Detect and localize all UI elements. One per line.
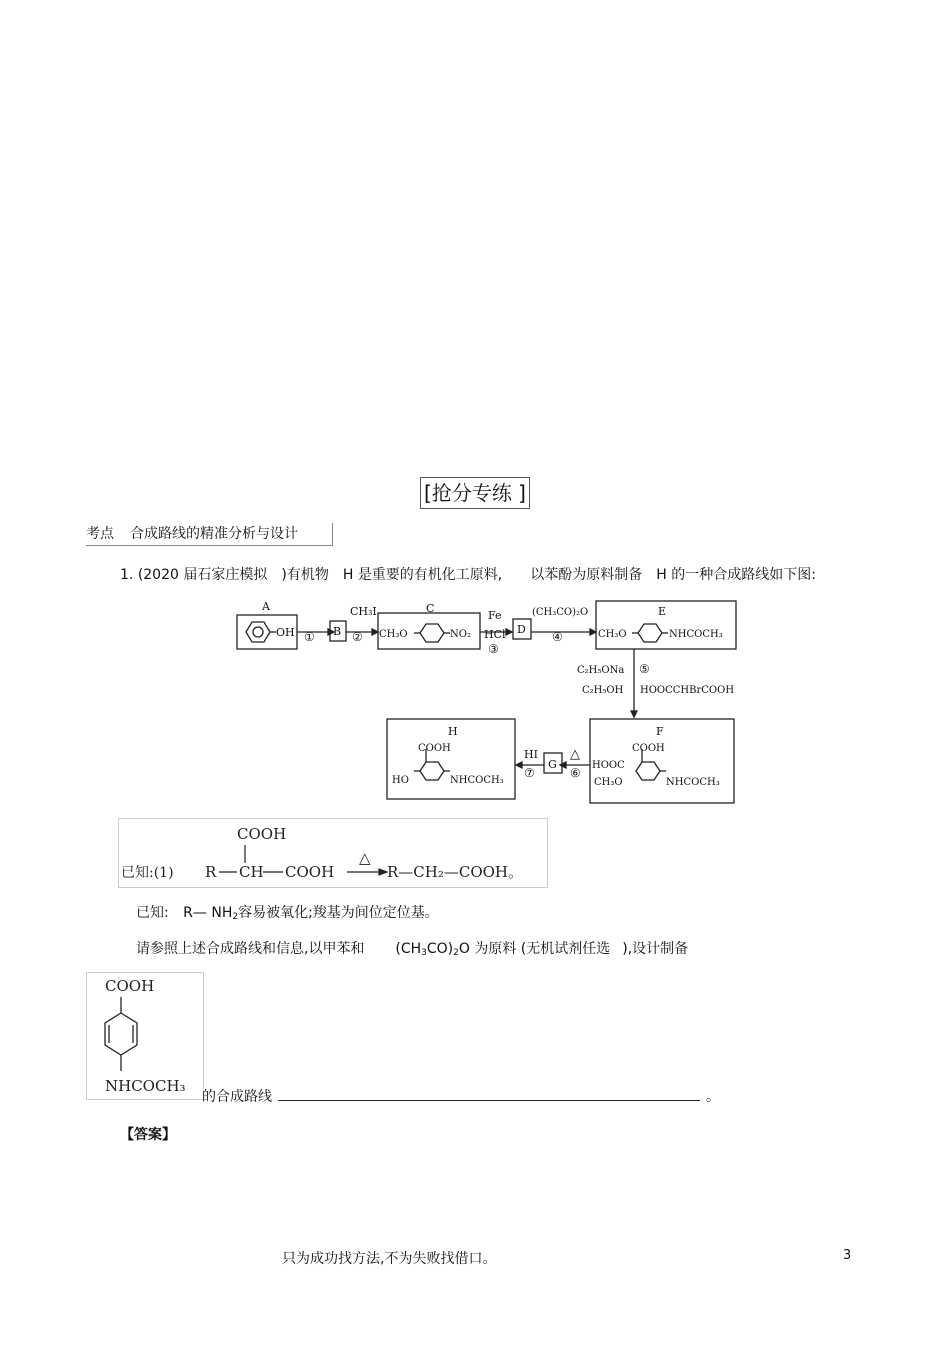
ring-circle	[253, 627, 263, 637]
h-cooh: COOH	[418, 743, 451, 754]
label-b: B	[333, 625, 342, 638]
known1-cooh: COOH	[237, 825, 287, 843]
topic-label: 考点	[86, 526, 114, 542]
benzene-ring	[246, 622, 270, 642]
f-ch3o: CH₃O	[594, 777, 623, 788]
known2-subscript: 2	[232, 912, 239, 922]
known1-delta: △	[359, 849, 371, 867]
e-ch3o: CH₃O	[598, 629, 627, 640]
label-d: D	[517, 623, 526, 636]
step-4: ④	[552, 630, 563, 644]
reagent-5c: HOOCCHBrCOOH	[640, 685, 735, 696]
label-a: A	[262, 600, 270, 613]
c-ch3o: CH₃O	[379, 629, 408, 640]
label-f: F	[656, 725, 664, 738]
question-part: )有机物	[281, 567, 329, 583]
known-2	[136, 902, 439, 922]
question-text	[120, 564, 816, 584]
route-line	[202, 1086, 720, 1106]
question-part: H	[656, 567, 667, 583]
label-g: G	[548, 758, 557, 771]
answer-blank[interactable]	[278, 1088, 700, 1101]
label-e: E	[658, 605, 667, 618]
reagent-2: CH₃I	[350, 605, 377, 618]
known1-cooh2: COOH	[285, 863, 335, 881]
known1-product: R—CH₂—COOH。	[387, 863, 524, 881]
question-part: 的一种合成路线如下图:	[671, 567, 816, 583]
c-no2: NO₂	[450, 629, 471, 640]
topic-text: 合成路线的精准分析与设计	[130, 526, 298, 542]
step-3: ③	[488, 642, 499, 656]
reagent-5b: C₂H₅OH	[582, 685, 624, 696]
known2-text: 容易被氧化;羧基为间位定位基。	[238, 905, 439, 921]
f-hooc: HOOC	[592, 760, 625, 771]
known1-ch: CH	[239, 863, 264, 881]
design-part: 为原料 (无机试剂任选	[474, 941, 611, 957]
topic-header	[86, 523, 333, 546]
reagent-formula: O	[458, 941, 470, 957]
benzene-ring	[105, 1013, 137, 1055]
route-end: 。	[706, 1089, 720, 1105]
f-nhcoch3: NHCOCH₃	[666, 777, 720, 788]
benzene-ring	[420, 624, 444, 642]
synthesis-scheme	[232, 593, 750, 809]
f-cooh: COOH	[632, 743, 665, 754]
route-label: 的合成路线	[202, 1089, 272, 1105]
known-reaction-1	[118, 818, 548, 888]
reagent-4: (CH₃CO)₂O	[532, 607, 589, 618]
benzene-ring	[638, 624, 662, 642]
step-7: ⑦	[524, 766, 535, 780]
answer-label: 【答案】	[120, 1127, 176, 1143]
step-6: ⑥	[570, 766, 581, 780]
known2-prefix: 已知:	[136, 905, 169, 921]
footer-motto: 只为成功找方法,不为失败找借口。	[282, 1251, 497, 1267]
h-ho: HO	[392, 775, 409, 786]
question-number: 1.	[120, 567, 134, 583]
reagent-7: HI	[524, 748, 538, 761]
question-source: (2020 届石家庄模拟	[137, 567, 268, 583]
reagent-subscript: 2	[453, 948, 459, 958]
benzene-ring	[420, 762, 444, 780]
design-part: 请参照上述合成路线和信息,以甲苯和	[136, 941, 365, 957]
e-nhcoch3: NHCOCH₃	[669, 629, 723, 640]
target-nhcoch3: NHCOCH₃	[105, 1077, 186, 1095]
known1-r: R	[205, 863, 217, 881]
reagent-formula: (CH	[395, 941, 422, 957]
target-molecule	[86, 972, 204, 1100]
reagent-formula: CO)	[426, 941, 454, 957]
reagent-6: △	[570, 747, 580, 762]
design-part: ),设计制备	[622, 941, 689, 957]
target-cooh: COOH	[105, 977, 155, 995]
reagent-3a: Fe	[488, 609, 502, 622]
known2-formula: R— NH	[183, 905, 233, 921]
question-part: 以苯酚为原料制备	[530, 567, 643, 583]
step-1: ①	[304, 630, 315, 644]
label-c: C	[426, 602, 435, 615]
a-oh: OH	[276, 626, 295, 639]
label-h: H	[448, 725, 458, 738]
reagent-3b: HCl	[484, 628, 506, 641]
step-2: ②	[352, 630, 363, 644]
h-nhcoch3: NHCOCH₃	[450, 775, 504, 786]
question-part: H	[342, 567, 354, 583]
page-number: 3	[843, 1248, 852, 1263]
benzene-ring	[636, 762, 660, 780]
question-part: 是重要的有机化工原料,	[357, 567, 503, 583]
design-instruction	[136, 938, 688, 958]
reagent-5a: C₂H₅ONa	[577, 665, 625, 676]
known1-prefix: 已知:(1)	[121, 865, 174, 881]
step-5: ⑤	[639, 662, 650, 676]
section-title: [抢分专练 ]	[420, 477, 530, 509]
reagent-subscript: 3	[421, 948, 427, 958]
